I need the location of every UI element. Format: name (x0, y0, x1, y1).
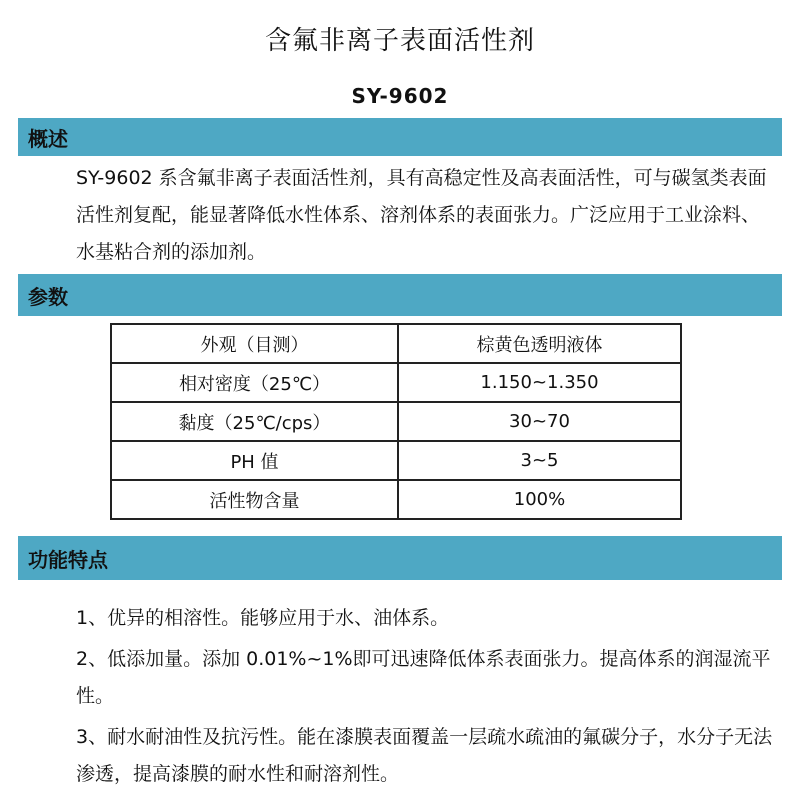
param-name-cell: 黏度（25℃/cps） (111, 402, 398, 441)
section-heading-features (18, 536, 782, 580)
param-value-cell: 100% (398, 480, 681, 519)
product-model: SY-9602 (351, 84, 449, 108)
table-row (111, 324, 681, 363)
table-row (111, 363, 681, 402)
table-row (111, 480, 681, 519)
section-heading-parameters (18, 274, 782, 316)
param-value-cell: 3~5 (398, 441, 681, 480)
features-list (76, 600, 786, 797)
param-name-cell: 外观（目测） (111, 324, 398, 363)
section-heading-label: 参数 (28, 284, 68, 309)
list-item: 2、低添加量。添加 0.01%~1%即可迅速降低体系表面张力。提高体系的润湿流平性。 (76, 648, 771, 707)
section-heading-label: 功能特点 (28, 547, 108, 572)
table-row (111, 441, 681, 480)
param-name-cell: 相对密度（25℃） (111, 363, 398, 402)
section-heading-label: 概述 (28, 126, 68, 151)
list-item: 3、耐水耐油性及抗污性。能在漆膜表面覆盖一层疏水疏油的氟碳分子，水分子无法渗透，提高漆膜的耐水性和耐溶剂性。 (76, 726, 773, 785)
parameters-table (110, 323, 682, 520)
param-name-cell: 活性物含量 (111, 480, 398, 519)
section-heading-overview (18, 118, 782, 156)
page-title: 含氟非离子表面活性剂 (264, 26, 535, 56)
param-value-cell: 棕黄色透明液体 (398, 324, 681, 363)
param-value-cell: 1.150~1.350 (398, 363, 681, 402)
param-name-cell: PH 值 (111, 441, 398, 480)
table-row (111, 402, 681, 441)
overview-paragraph: SY-9602 系含氟非离子表面活性剂，具有高稳定性及高表面活性，可与碳氢类表面活性剂复配，能显著降低水性体系、溶剂体系的表面张力。广泛应用于工业涂料、水基粘合剂的添加剂。 (76, 167, 767, 263)
list-item: 1、优异的相溶性。能够应用于水、油体系。 (76, 607, 450, 629)
param-value-cell: 30~70 (398, 402, 681, 441)
